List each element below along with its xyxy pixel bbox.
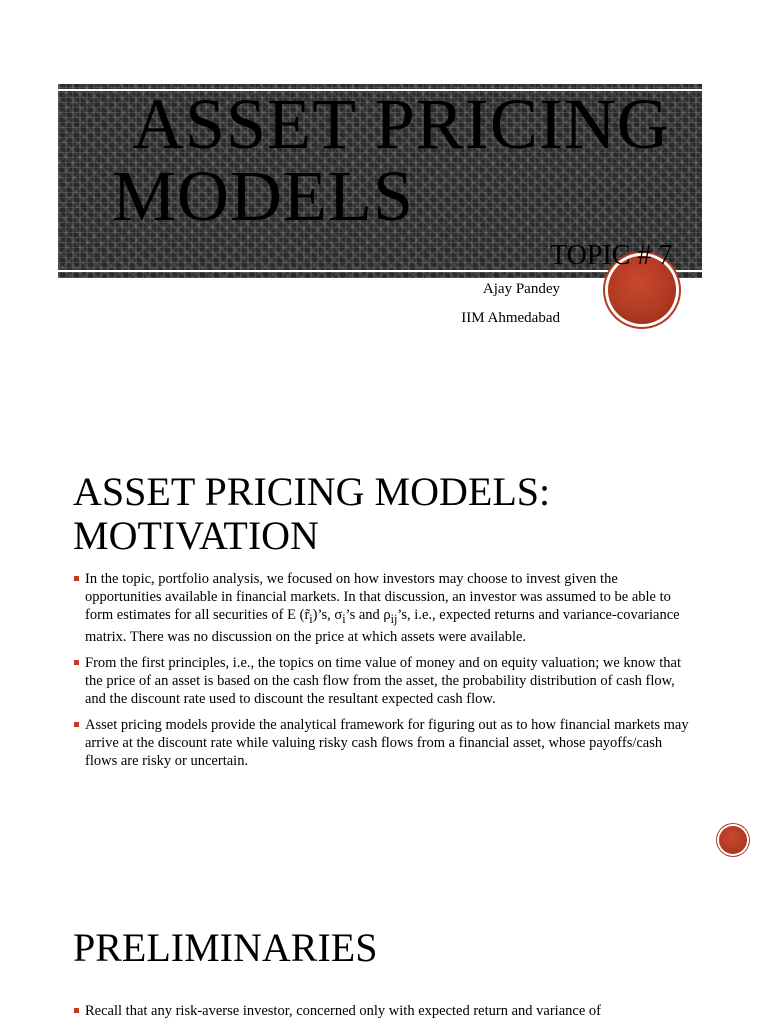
bullet-text-part: In the topic, portfolio analysis, we focused on how investors may choose to invest given the opportunities available in financial markets. In that discussion, an investor was assumed to be able to form estimates for all securities of E (r̃ <box>85 571 671 623</box>
slide-title: PRELIMINARIES <box>73 925 378 970</box>
bullet-item <box>73 570 693 646</box>
title-line-1: ASSET PRICING <box>132 84 670 164</box>
title-line-2: MODELS <box>112 156 415 236</box>
decorative-circle-icon <box>719 826 747 854</box>
subscript-i: i <box>342 611 346 626</box>
presentation-title <box>112 84 702 236</box>
slide-title <box>73 470 713 558</box>
author-affiliation: IIM Ahmedabad <box>461 310 560 326</box>
bullet-item: Asset pricing models provide the analytical framework for figuring out as to how financial markets may arrive at the discount rate while valuing risky cash flows from a financial asset, whose payoffs/cash flows are risky or uncertain. <box>73 716 693 770</box>
motivation-slide <box>0 440 768 880</box>
bullet-item: Recall that any risk-averse investor, concerned only with expected return and variance of <box>73 1002 693 1020</box>
bullet-text-part: ’s, i.e., expected returns and variance-covariance matrix. There was no discussion on the price at which assets were available. <box>85 607 680 645</box>
title-slide <box>0 0 768 390</box>
slide-title-line-2: MOTIVATION <box>73 513 319 558</box>
author-name: Ajay Pandey <box>482 281 560 297</box>
bullet-list <box>73 570 693 778</box>
topic-number: TOPIC # 7 <box>550 240 673 271</box>
preliminaries-slide <box>0 920 768 1024</box>
slide-title-line-1: ASSET PRICING MODELS: <box>73 469 551 514</box>
subscript-ij: ij <box>390 611 398 626</box>
subscript-i: i <box>309 611 313 626</box>
bullet-text-part: ’s and ρ <box>345 607 391 623</box>
bullet-list <box>73 1002 693 1024</box>
bullet-text-part: )’s, σ <box>312 607 343 623</box>
bullet-item: From the first principles, i.e., the topics on time value of money and on equity valuation; we know that the price of an asset is based on the cash flow from the asset, the probability distribution of cash flow, and the discount rate used to discount the resultant expected cash flow. <box>73 654 693 708</box>
